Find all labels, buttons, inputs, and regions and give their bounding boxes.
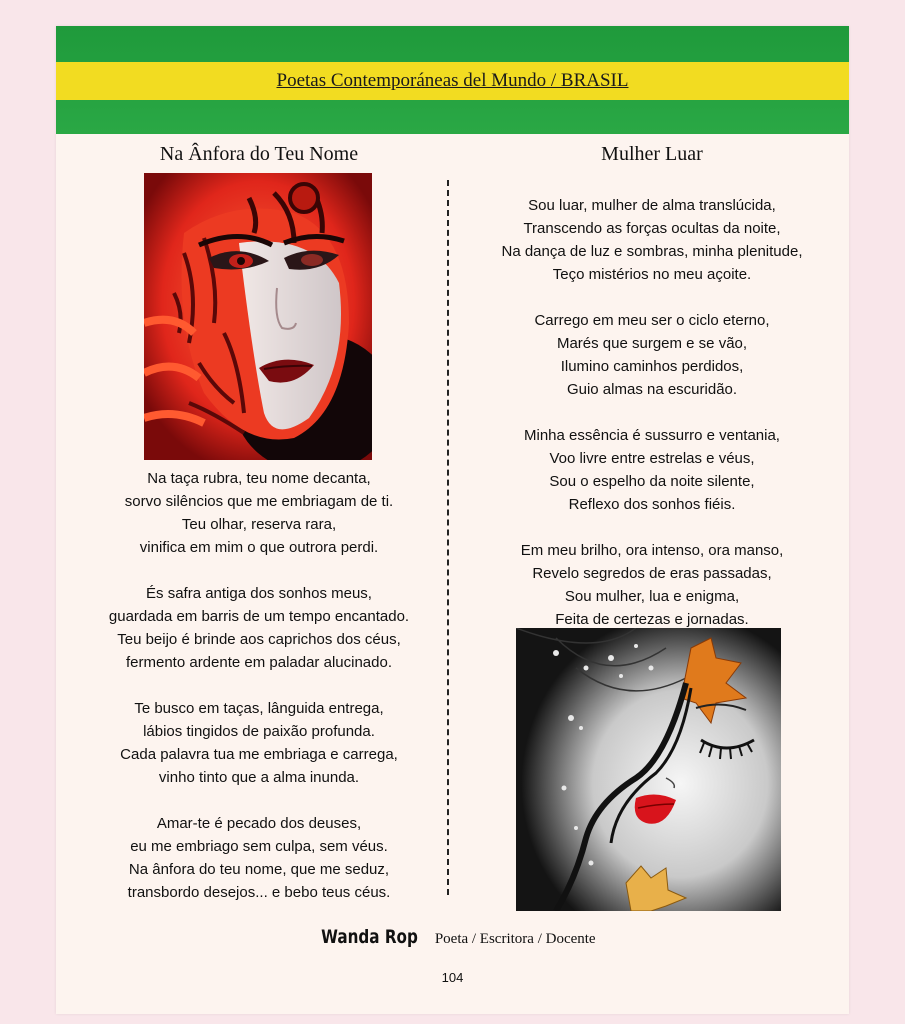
poem-line: Cada palavra tua me embriaga e carrega,	[120, 746, 398, 763]
poem-line: Teu beijo é brinde aos caprichos dos céus,	[117, 631, 401, 648]
poem-line: Amar-te é pecado dos deuses,	[156, 815, 362, 832]
poem-line: És safra antiga dos sonhos meus,	[146, 585, 372, 602]
stanza	[462, 424, 842, 516]
stanza	[56, 582, 462, 674]
poem-line: Teço mistérios no meu açoite.	[552, 266, 752, 283]
poem-line: lábios tingidos de paixão profunda.	[143, 723, 375, 740]
poem-line: Na taça rubra, teu nome decanta,	[147, 470, 371, 487]
yellow-band	[56, 62, 849, 100]
poem-line: Em meu brilho, ora intenso, ora manso,	[520, 542, 784, 559]
stanza	[56, 812, 462, 904]
stanza	[56, 467, 462, 559]
stanza	[56, 697, 462, 789]
poem-line: Carrego em meu ser o ciclo eterno,	[534, 312, 770, 329]
poem-line: Marés que surgem e se vão,	[556, 335, 748, 352]
poem-line: Na dança de luz e sombras, minha plenitude,	[501, 243, 803, 260]
poem-line: Ilumino caminhos perdidos,	[560, 358, 744, 375]
poem-line: Sou mulher, lua e enigma,	[564, 588, 740, 605]
flag-banner	[56, 26, 849, 134]
right-poem-text	[462, 194, 842, 631]
author-line	[56, 926, 849, 948]
poem-line: eu me embriago sem culpa, sem véus.	[130, 838, 388, 855]
poem-line: vinho tinto que a alma inunda.	[158, 769, 360, 786]
poem-line: Transcendo as forças ocultas da noite,	[523, 220, 781, 237]
poem-line: Na ânfora do teu nome, que me seduz,	[128, 861, 390, 878]
stanza	[462, 539, 842, 631]
poem-line: sorvo silêncios que me embriagam de ti.	[124, 493, 394, 510]
left-poem-text	[56, 467, 462, 904]
poem-line: Voo livre entre estrelas e véus,	[549, 450, 755, 467]
poem-line: Feita de certezas e jornadas.	[555, 611, 749, 628]
poem-line: guardada em barris de um tempo encantado.	[108, 608, 410, 625]
poem-line: fermento ardente em paladar alucinado.	[125, 654, 392, 671]
poem-line: Teu olhar, reserva rara,	[181, 516, 337, 533]
poem-line: transbordo desejos... e bebo teus céus.	[127, 884, 391, 901]
red-face-illustration	[144, 173, 372, 460]
right-poem-title: Mulher Luar	[601, 143, 703, 165]
poem-line: Te busco em taças, lânguida entrega,	[134, 700, 384, 717]
author-name: Wanda Rop	[321, 926, 419, 948]
poem-line: Sou o espelho da noite silente,	[549, 473, 755, 490]
stanza	[462, 194, 842, 286]
dashed-divider	[447, 180, 449, 895]
poem-line: vinifica em mim o que outrora perdi.	[139, 539, 379, 556]
poem-line: Minha essência é sussurro e ventania,	[524, 427, 780, 444]
page-number: 104	[441, 970, 464, 985]
poem-line: Guio almas na escuridão.	[566, 381, 738, 398]
author-role: Poeta / Escritora / Docente	[434, 931, 596, 947]
poem-line: Reflexo dos sonhos fiéis.	[568, 496, 736, 513]
stanza	[462, 309, 842, 401]
page	[56, 26, 849, 1014]
header-title: Poetas Contemporáneas del Mundo / BRASIL	[276, 70, 629, 91]
poem-line: Revelo segredos de eras passadas,	[532, 565, 772, 582]
left-poem-title: Na Ânfora do Teu Nome	[159, 143, 359, 165]
moon-woman-illustration	[516, 628, 781, 911]
poem-line: Sou luar, mulher de alma translúcida,	[528, 197, 776, 214]
